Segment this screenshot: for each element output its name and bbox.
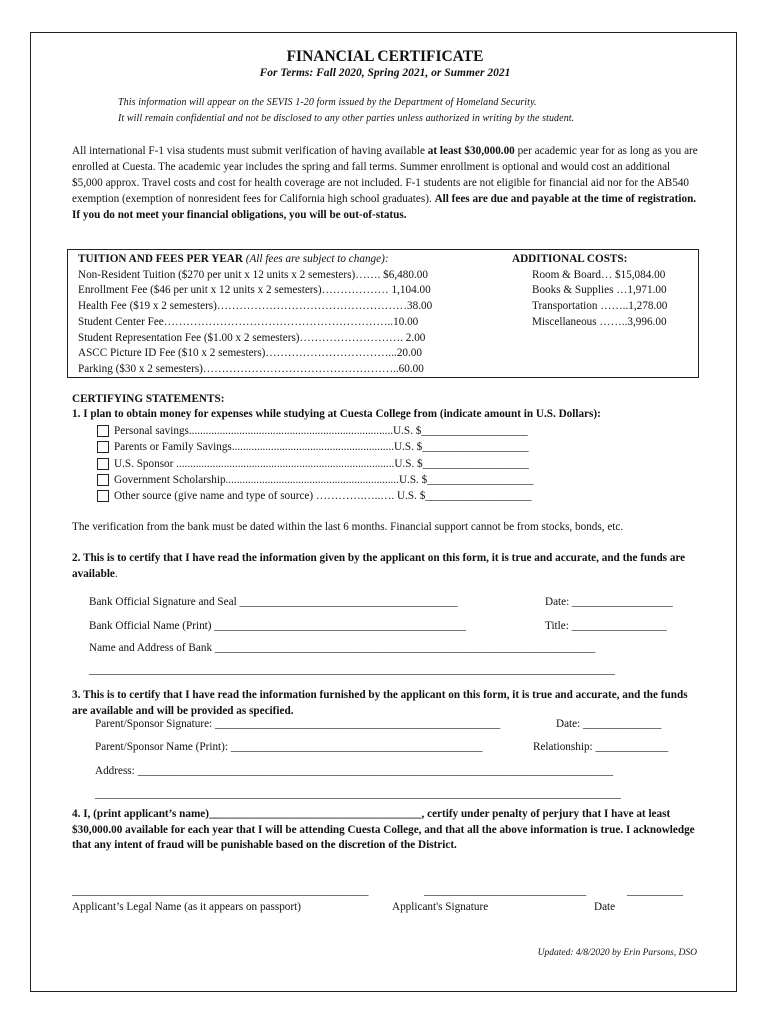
intro-paragraph [72, 143, 702, 223]
applicant-date-label: Date [594, 901, 616, 913]
section-2-statement [72, 551, 697, 582]
verification-note: The verification from the bank must be dated within the last 6 months. Financial support cannot be from stocks, bonds, etc. [72, 521, 624, 533]
fee-row-representation: Student Representation Fee ($1.00 x 2 semesters)………………………. 2.00 [78, 331, 426, 344]
option-family-savings[interactable] [97, 439, 534, 455]
intro-text-1: All international F-1 visa students must submit verification of having available [72, 145, 428, 157]
option-label: Personal savings.........................................................................U.S. $___________________ [114, 425, 528, 437]
section-2-text: 2. This is to certify that I have read the information given by the applicant on this form, it is true and accurate, and the funds are available [72, 552, 686, 580]
option-label: Other source (give name and type of source) ………….…..…. U.S. $___________________ [114, 490, 532, 503]
funding-source-options [97, 423, 534, 504]
option-label: U.S. Sponsor ..............................................................................U.S. $___________________ [114, 457, 529, 470]
bank-title-field[interactable]: Title: _________________ [545, 620, 667, 632]
tuition-fees-heading [78, 252, 432, 268]
section-4-statement: 4. I, (print applicant’s name)______________________________________, certify under penalty of perjury that I have at least $30,000.00 available for each year that I will be attending Cuesta College, and that all the above information is true. I acknowledge that any intent of fraud will be punishable based on the discretion of the District. [72, 808, 695, 851]
page-subtitle: For Terms: Fall 2020, Spring 2021, or Summer 2021 [259, 67, 511, 79]
applicant-signature-label: Applicant's Signature [392, 901, 489, 913]
legal-name-label: Applicant’s Legal Name (as it appears on passport) [72, 901, 301, 913]
sponsor-address-field[interactable]: Address: _____________________________________________________________________________________ [95, 765, 614, 777]
bank-official-name-field[interactable]: Bank Official Name (Print) _____________________________________________ [89, 620, 467, 632]
cost-row-transportation: Transportation ……..1,278.00 [532, 300, 668, 313]
cost-row-room-board: Room & Board… $15,084.00 [532, 268, 666, 281]
checkbox-us-sponsor[interactable] [97, 458, 109, 470]
option-label: Government Scholarship..............................................................U.S. $___________________ [114, 473, 534, 486]
tuition-fees-list [78, 252, 432, 378]
tuition-fees-heading-note: (All fees are subject to change): [245, 253, 389, 265]
bank-address-field[interactable]: Name and Address of Bank ____________________________________________________________________ [89, 642, 596, 654]
intro-due-warning: All fees are due and payable at the time of registration. If you do not meet your financial obligations, you will be out-of-status. [72, 193, 697, 221]
sponsor-signature-field[interactable]: Parent/Sponsor Signature: ___________________________________________________ [95, 718, 501, 730]
cost-row-books: Books & Supplies …1,971.00 [532, 284, 667, 297]
section-2-period: . [114, 567, 118, 580]
bank-signature-field[interactable]: Bank Official Signature and Seal _______________________________________ [89, 596, 458, 608]
fee-row-health: Health Fee ($19 x 2 semesters)……………………………………………38.00 [78, 300, 433, 313]
sponsor-address-line-2[interactable]: ______________________________________________________________________________________________ [95, 788, 621, 800]
cost-row-miscellaneous: Miscellaneous ……..3,996.00 [532, 315, 667, 328]
confidential-note-line-2: It will remain confidential and not be disclosed to any other parties unless authorized in writing by the student. [118, 113, 575, 124]
option-us-sponsor[interactable] [97, 456, 534, 472]
fee-row-nonresident: Non-Resident Tuition ($270 per unit x 12 units x 2 semesters)……. $6,480.00 [78, 268, 428, 281]
updated-note: Updated: 4/8/2020 by Erin Parsons, DSO [537, 948, 697, 958]
legal-name-line[interactable]: _____________________________________________________ [72, 885, 369, 897]
fee-row-student-center: Student Center Fee……………………………………………………..10.00 [78, 315, 419, 328]
section-3-statement: 3. This is to certify that I have read the information furnished by the applicant on this form, it is true and accurate, and the funds are available and will be provided as specified. [72, 689, 688, 717]
option-label: Parents or Family Savings..........................................................U.S. $___________________ [114, 441, 529, 454]
certifying-item-1: 1. I plan to obtain money for expenses while studying at Cuesta College from (indicate amount in U.S. Dollars): [72, 408, 601, 420]
sponsor-date-field[interactable]: Date: ______________ [556, 718, 662, 730]
certifying-heading: CERTIFYING STATEMENTS: [72, 393, 225, 405]
option-government-scholarship[interactable] [97, 472, 534, 488]
checkbox-family-savings[interactable] [97, 441, 109, 453]
additional-costs-list [512, 252, 667, 331]
checkbox-personal-savings[interactable] [97, 425, 109, 437]
fee-row-enrollment: Enrollment Fee ($46 per unit x 12 units x 2 semesters)……………… 1,104.00 [78, 284, 431, 297]
applicant-date-line[interactable]: __________ [627, 885, 683, 897]
checkbox-other-source[interactable] [97, 490, 109, 502]
intro-minimum-amount: at least $30,000.00 [427, 145, 515, 157]
bank-address-line-2[interactable]: ______________________________________________________________________________________________ [89, 664, 615, 676]
confidential-note-line-1: This information will appear on the SEVIS 1-20 form issued by the Department of Homeland Security. [118, 97, 537, 108]
bank-date-field[interactable]: Date: __________________ [545, 596, 673, 608]
applicant-signature-line[interactable]: _____________________________ [424, 885, 587, 897]
sponsor-relationship-field[interactable]: Relationship: _____________ [533, 741, 669, 753]
fee-row-parking: Parking ($30 x 2 semesters)……………………………………………..60.00 [78, 362, 424, 375]
additional-costs-heading: ADDITIONAL COSTS: [512, 253, 628, 265]
option-other-source[interactable] [97, 488, 534, 504]
tuition-fees-heading-text: TUITION AND FEES PER YEAR [78, 253, 243, 265]
sponsor-name-field[interactable]: Parent/Sponsor Name (Print): _____________________________________________ [95, 741, 483, 753]
checkbox-government-scholarship[interactable] [97, 474, 109, 486]
intro-text-2: per academic year for as long as you are enrolled at Cuesta. The academic year includes the spring and fall terms. Summer enrollment is optional and would cost an additional $5,000 approx. Travel costs and cost for health coverage are not included. F-1 students are not eligible for financial aid nor for the AB540 exemption (exemption of nonresident fees for California high school graduates). [72, 145, 698, 205]
option-personal-savings[interactable] [97, 423, 534, 439]
fee-row-picture-id: ASCC Picture ID Fee ($10 x 2 semesters)……………………………...20.00 [78, 347, 422, 360]
page-title: FINANCIAL CERTIFICATE [286, 48, 484, 65]
